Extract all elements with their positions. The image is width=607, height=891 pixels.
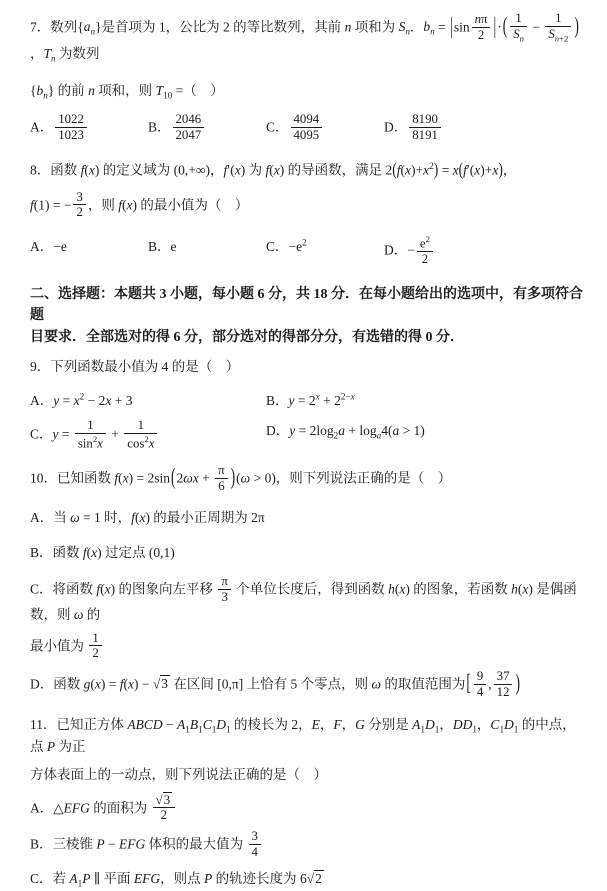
question-8-stem-line-2: f(1) = − $\frac{3}{2}$ ，则 f(x) 的最小值为（ ） bbox=[30, 189, 249, 220]
question-9-options-row-2 bbox=[30, 419, 583, 452]
question-10-option-a: A．当 ω = 1 时，f(x) 的最小正周期为 2π bbox=[30, 510, 265, 526]
question-10 bbox=[30, 464, 583, 701]
question-10-option-b: B．函数 f(x) 过定点 (0,1) bbox=[30, 544, 175, 560]
question-8-option-c: C．$-e^2$ bbox=[266, 237, 307, 255]
question-8-option-b: B．e bbox=[148, 239, 177, 255]
question-9-option-c: C．y = $\frac{1}{\sin^2x}$ + $\frac{1}{\cos^2x}$ bbox=[30, 419, 266, 452]
question-7-option-c: C． $\frac{4094}{4095}$ bbox=[266, 113, 384, 144]
question-9-options-row-1 bbox=[30, 389, 583, 409]
question-7 bbox=[30, 12, 583, 144]
question-10-option-d: D．函数 g(x) = f(x) − √3 在区间 [0,π] 上恰有 5 个零点，则 ω 的取值范围为[ $\frac{9}{4}$ , $\frac{37}{12}$ ) bbox=[30, 669, 520, 699]
question-7-option-a: A． $\frac{1022}{1023}$ bbox=[30, 113, 148, 144]
question-8-options bbox=[30, 235, 583, 268]
question-9-option-d: D．$y = 2\log_2a + \log_a4(a > 1)$ bbox=[266, 423, 425, 441]
question-7-stem-line-1: 7．数列$\{a_n\}$是首项为 1，公比为 2 的等比数列，其前 n 项和为 $S_n$．$b_n = |\sin$ $\frac{n\pi}{2}$ |·( $\frac{1}{S_n}$ − $\frac{1}{S_{n+2}}$ )，$T_n$ 为数列 bbox=[30, 10, 579, 65]
section-2-header bbox=[30, 284, 583, 349]
question-7-option-d: D． $\frac{8190}{8191}$ bbox=[384, 113, 583, 144]
question-8-option-d: D．− $\frac{e^2}{2}$ bbox=[384, 235, 583, 268]
question-11-stem-line-1: 11．已知正方体 ABCD − $A_1B_1C_1D_1$ 的棱长为 2，E，F，G 分别是 $A_1D_1$，$DD_1$，$C_1D_1$ 的中点，点 P 为正 bbox=[30, 716, 576, 755]
question-10-option-c-line-2: 最小值为 $\frac{1}{2}$ bbox=[30, 632, 583, 663]
question-8-stem-line-1: 8．函数 f(x) 的定义域为 (0,+∞)，f′(x) 为 f(x) 的导函数，满足 $2(f(x)+x^2) = x(f'(x)+x)$， bbox=[30, 159, 517, 180]
section-2-header-line-1: 二、选择题：本题共 3 小题，每小题 6 分，共 18 分．在每小题给出的选项中，有多项符合题 bbox=[30, 286, 583, 324]
question-11-option-a: A．△EFG 的面积为 $\frac{√3}{2}$ bbox=[30, 794, 583, 825]
question-9-option-b: B．$y = 2^x + 2^{2-x}$ bbox=[266, 391, 355, 409]
section-2-header-line-2: 目要求．全部选对的得 6 分，部分选对的得部分分，有选错的得 0 分． bbox=[30, 330, 464, 346]
question-8 bbox=[30, 160, 583, 268]
question-11-option-b: B．三棱锥 P − EFG 体积的最大值为 $\frac{3}{4}$ bbox=[30, 830, 583, 861]
question-11 bbox=[30, 715, 583, 891]
question-9-option-a: A．$y = x^2 - 2x + 3$ bbox=[30, 391, 133, 409]
question-7-option-b: B． $\frac{2046}{2047}$ bbox=[148, 113, 266, 144]
question-7-stem-line-2: $\{b_n\}$ 的前 n 项和，则 $T_{10}$ =（ ） bbox=[30, 82, 224, 101]
question-8-option-a: A．−e bbox=[30, 239, 67, 255]
question-11-option-c: C．若 $A_1P$ ∥ 平面 EFG，则点 P 的轨迹长度为 6√2 bbox=[30, 870, 322, 889]
question-9 bbox=[30, 357, 583, 452]
question-9-stem: 9．下列函数最小值为 4 的是（ ） bbox=[30, 358, 240, 374]
question-11-stem-line-2: 方体表面上的一动点，则下列说法正确的是（ ） bbox=[30, 767, 327, 783]
question-7-options bbox=[30, 113, 583, 144]
question-10-option-c-line-1: C．将函数 f(x) 的图象向左平移 $\frac{\pi}{3}$ 个单位长度后，得到函数 h(x) 的图象，若函数 h(x) 是偶函数，则 ω 的 bbox=[30, 573, 577, 623]
question-10-stem: 10．已知函数 f(x) = 2sin(2ωx + $\frac{\pi}{6}$ )(ω > 0)，则下列说法正确的是（ ） bbox=[30, 462, 452, 493]
